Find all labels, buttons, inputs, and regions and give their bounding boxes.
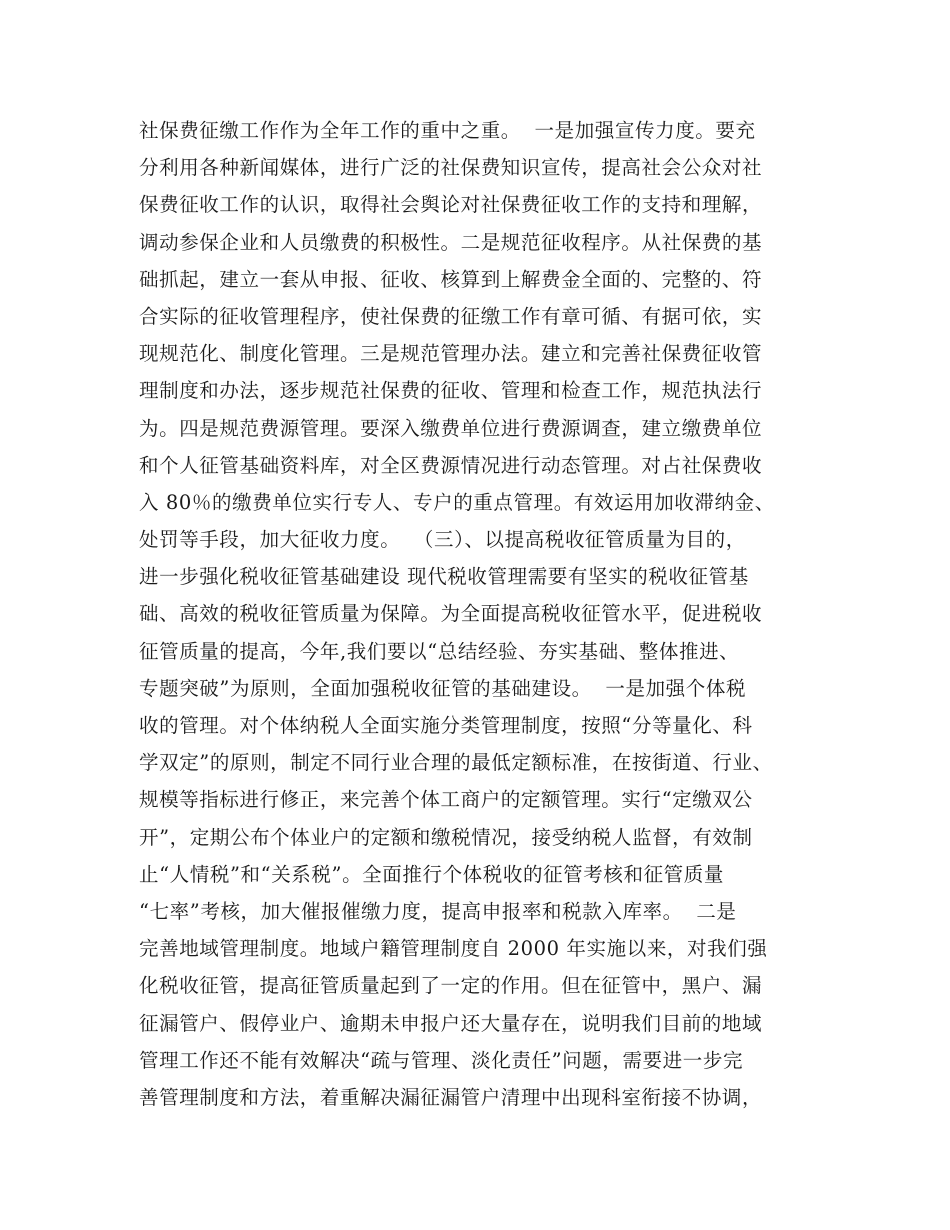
text-line: 管理工作还不能有效解决“疏与管理、淡化责任”问题，需要进一步完 [139,1048,744,1072]
text-line: 分利用各种新闻媒体，进行广泛的社保费知识宣传，提高社会公众对社 [139,156,763,180]
text-line: 社保费征缴工作作为全年工作的重中之重。 一是加强宣传力度。要充 [139,119,756,142]
text-line: 理制度和办法，逐步规范社保费的征收、管理和检查工作，规范执法行 [139,379,763,403]
text-line: 合实际的征收管理程序，使社保费的征缴工作有章可循、有据可依，实 [139,304,763,328]
text-line: 调动参保企业和人员缴费的积极性。二是规范征收程序。从社保费的基 [139,230,763,254]
text-line: 开”，定期公布个体业户的定额和缴税情况，接受纳税人监督，有效制 [139,825,753,849]
body-text [139,112,839,1116]
text-line: 为。四是规范费源管理。要深入缴费单位进行费源调查，建立缴费单位 [139,416,763,440]
text-line: 础抓起，建立一套从申报、征收、核算到上解费金全面的、完整的、符 [139,267,763,291]
text-line: 化税收征管，提高征管质量起到了一定的作用。但在征管中，黑户、漏 [139,974,763,998]
text-line: 处罚等手段，加大征收力度。 （三）、以提高税收征管质量为目的， [139,528,746,552]
text-line: 进一步强化税收征管基础建设 现代税收管理需要有坚实的税收征管基 [139,565,749,589]
text-line: 收的管理。对个体纳税人全面实施分类管理制度，按照“分等量化、科 [139,714,753,737]
text-line: 现规范化、制度化管理。三是规范管理办法。建立和完善社保费征收管 [139,342,763,366]
text-line: 征管质量的提高，今年,我们要以“总结经验、夯实基础、整体推进、 [139,639,740,663]
text-line: 专题突破”为原则，全面加强税收征管的基础建设。 一是加强个体税 [139,676,747,700]
text-line: 入 80％的缴费单位实行专人、专户的重点管理。有效运用加收滞纳金、 [139,490,775,514]
text-line: 保费征收工作的认识，取得社会舆论对社保费征收工作的支持和理解， [139,193,763,217]
text-line: 础、高效的税收征管质量为保障。为全面提高税收征管水平，促进税收 [139,602,763,626]
text-line: 和个人征管基础资料库，对全区费源情况进行动态管理。对占社保费收 [139,453,763,477]
text-line: 学双定”的原则，制定不同行业合理的最低定额标准，在按街道、行业、 [139,751,773,775]
text-line: 善管理制度和方法，着重解决漏征漏管户清理中出现科室衔接不协调， [139,1085,763,1109]
text-line: 止“人情税”和“关系税”。全面推行个体税收的征管考核和征管质量 [139,862,724,886]
text-line: 征漏管户、假停业户、逾期未申报户还大量存在，说明我们目前的地域 [139,1011,763,1035]
text-line: “七率”考核，加大催报催缴力度，提高申报率和税款入库率。 二是 [139,899,737,923]
text-line: 完善地域管理制度。地域户籍管理制度自 2000 年实施以来，对我们强 [139,937,768,961]
text-line: 规模等指标进行修正，来完善个体工商户的定额管理。实行“定缴双公 [139,788,753,812]
